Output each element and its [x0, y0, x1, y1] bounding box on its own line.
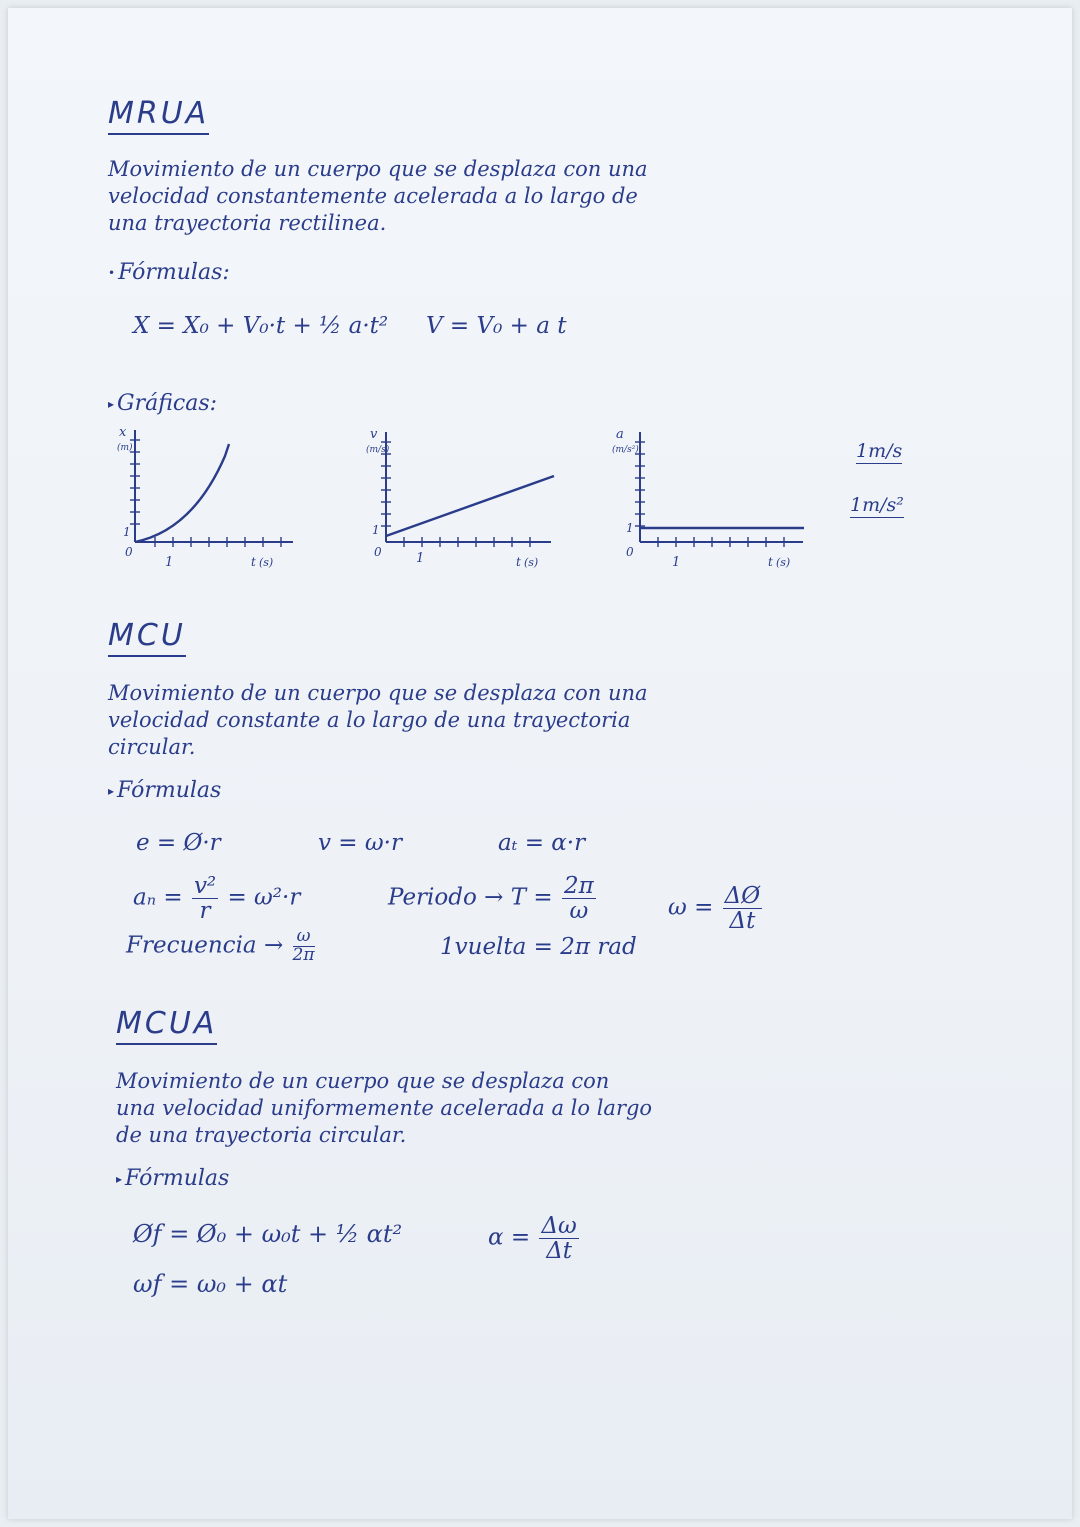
mcua-heading: MCUA — [116, 1006, 217, 1045]
mcu-line-2: velocidad constante a lo largo de una trayectoria — [108, 708, 631, 732]
mrua-heading: MRUA — [108, 96, 209, 135]
mrua-line-1: Movimiento de un cuerpo que se desplaza con una — [108, 157, 648, 181]
graph2-x-unit: (s) — [524, 556, 539, 569]
graph2-tick-one: 1 — [372, 523, 380, 537]
mcu-formulas-label: ▸ Fórmulas — [108, 778, 222, 803]
graph3-x-unit: (s) — [776, 556, 791, 569]
graph3-y-label: a — [616, 427, 624, 442]
mcua-formulas-label: ▸ Fórmulas — [116, 1166, 230, 1191]
mcua-line-1: Movimiento de un cuerpo que se desplaza con — [116, 1069, 610, 1093]
graph2-x-label: t — [516, 555, 521, 569]
mcu-period-formula: Periodo → T = $\frac{2\pi}{\omega}$ — [388, 873, 594, 925]
mcu-arc-formula: e = Ø·r — [136, 830, 221, 856]
mcu-velocity-formula: v = ω·r — [318, 830, 402, 856]
mrua-position-formula: X = X₀ + V₀·t + ½ a·t² — [133, 313, 389, 339]
mcua-line-3: de una trayectoria circular. — [116, 1123, 407, 1147]
mcu-normal-formula: aₙ = $\frac{\text{v²}}{r}$ = ω²·r — [133, 873, 301, 925]
mrua-formulas-label: • Fórmulas: — [108, 260, 230, 285]
graph3-x-tick-one: 1 — [672, 555, 681, 570]
graph3-y-unit: (m/s²) — [612, 445, 639, 455]
graph2-x-tick-one: 1 — [416, 551, 425, 566]
mcu-omega-formula: ω = $\frac{\Delta Ø}{\Delta t}$ — [668, 883, 761, 935]
graph2-y-unit: (m/s) — [366, 445, 390, 455]
graph3-x-label: t — [768, 555, 773, 569]
mcu-line-1: Movimiento de un cuerpo que se desplaza con una — [108, 681, 648, 705]
graph-acceleration-time — [598, 420, 818, 580]
graph3-tick-one: 1 — [626, 521, 634, 535]
mcua-description — [116, 1068, 652, 1149]
mcu-line-3: circular. — [108, 735, 196, 759]
mcu-heading: MCU — [108, 618, 186, 657]
unit-note-acceleration: 1m/s² — [850, 494, 904, 516]
mrua-description — [108, 156, 648, 237]
mrua-line-3: una trayectoria rectilinea. — [108, 211, 387, 235]
graph2-origin: 0 — [374, 545, 382, 559]
position-curve — [135, 444, 229, 542]
graph1-x-label: t — [251, 555, 256, 569]
graph3-origin: 0 — [626, 545, 634, 559]
mrua-graphs-label: ▸ Gráficas: — [108, 391, 218, 416]
mcua-line-2: una velocidad uniformemente acelerada a lo largo — [116, 1096, 653, 1120]
mcua-omega-formula: ωf = ω₀ + αt — [133, 1270, 288, 1298]
mcua-alpha-formula: α = $\frac{\Delta\omega}{\Delta t}$ — [488, 1213, 577, 1265]
mrua-velocity-formula: V = V₀ + a t — [426, 313, 567, 339]
graph1-x-tick-one: 1 — [165, 555, 174, 570]
graph1-x-unit: (s) — [259, 556, 274, 569]
graph1-origin: 0 — [125, 545, 133, 559]
graph-position-time — [103, 420, 303, 580]
mcu-tangential-formula: aₜ = α·r — [498, 830, 586, 856]
notebook-page — [8, 8, 1072, 1519]
mcu-frequency-formula: Frecuencia → $\frac{\omega}{2\pi}$ — [126, 926, 315, 965]
mcu-description — [108, 680, 648, 761]
unit-note-velocity: 1m/s — [856, 440, 903, 462]
graph1-y-label: x — [119, 425, 127, 440]
mcu-turn-formula: 1vuelta = 2π rad — [440, 934, 637, 960]
graph2-y-label: v — [370, 427, 378, 442]
mcua-angle-formula: Øf = Ø₀ + ω₀t + ½ αt² — [133, 1220, 403, 1248]
velocity-line — [386, 476, 554, 536]
graph1-tick-one: 1 — [123, 525, 131, 539]
graph-velocity-time — [346, 420, 566, 580]
mrua-line-2: velocidad constantemente acelerada a lo largo de — [108, 184, 638, 208]
graph1-y-unit: (m) — [117, 443, 133, 453]
